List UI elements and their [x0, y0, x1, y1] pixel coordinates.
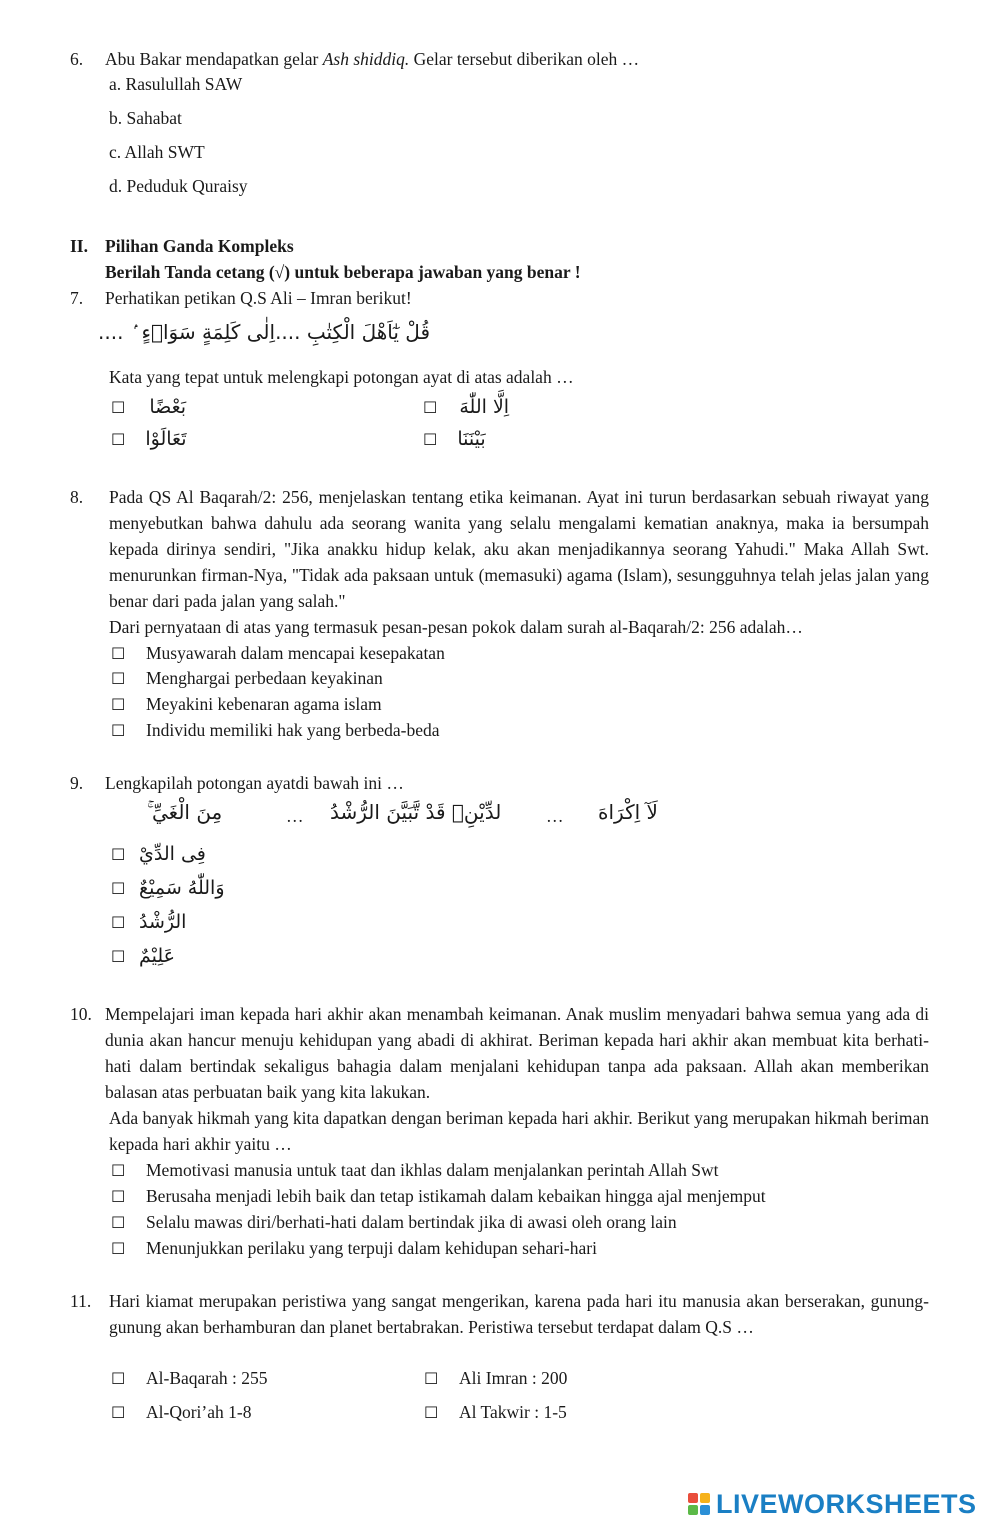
question-6-text [105, 49, 639, 70]
checkbox-icon[interactable]: ☐ [423, 430, 438, 449]
q6-option-b[interactable]: b. Sahabat [109, 108, 182, 128]
question-11-number: 11. [70, 1291, 92, 1311]
question-8-number: 8. [70, 487, 84, 507]
q7-option-2-label: اِلَّا اللّٰهَ [459, 396, 510, 418]
question-7-number: 7. [70, 288, 84, 308]
q9-option-2[interactable] [111, 877, 225, 899]
q11-option-1-label: Al-Baqarah : 255 [146, 1368, 268, 1388]
question-7-arabic-verse: قُلْ يٰٓاَهْلَ الْكِتٰبِ ....اِلٰى كَلِمَةٍ سَوَاۤءٍ ۢ .... [98, 320, 430, 344]
question-9-ellipsis-2: … [286, 806, 304, 826]
q11-option-4[interactable] [424, 1402, 567, 1423]
q6-option-c[interactable]: c. Allah SWT [109, 142, 205, 162]
q8-option-1-label: Musyawarah dalam mencapai kesepakatan [146, 643, 445, 663]
q8-option-3[interactable] [111, 694, 382, 715]
checkbox-icon[interactable]: ☐ [111, 879, 126, 898]
question-9-arabic-part-1: لَآ اِكْرَاهَ [598, 800, 658, 824]
question-9-text: Lengkapilah potongan ayatdi bawah ini … [105, 773, 404, 793]
q10-option-1[interactable] [111, 1160, 719, 1181]
question-6-number: 6. [70, 49, 84, 69]
q10-option-3[interactable] [111, 1212, 677, 1233]
q7-option-2[interactable] [423, 396, 509, 418]
q7-option-1[interactable] [111, 396, 186, 418]
q8-option-2-label: Menghargai perbedaan keyakinan [146, 668, 383, 688]
question-9-arabic-part-2: لدِّيْنِۗ قَدْ تَّبَيَّنَ الرُّشْدُ [330, 800, 502, 824]
liveworksheets-logo-icon [688, 1493, 710, 1515]
checkbox-icon[interactable]: ☐ [111, 845, 126, 864]
q10-option-1-label: Memotivasi manusia untuk taat dan ikhlas dalam menjalankan perintah Allah Swt [146, 1160, 719, 1180]
question-10-paragraph: Mempelajari iman kepada hari akhir akan menambah keimanan. Anak muslim menyadari bahwa semua yang ada di dunia akan hancur menuju kehidupan yang abadi di akhirat. Beriman kepada hari akhir akan membuat kita berhati-hati dalam bertindak sekaligus bahagia dalam menjalani kehidupan tanpa ada paksaan. Allah akan memberikan balasan atas perbuatan baik yang kita lakukan. [105, 1004, 929, 1102]
q8-option-4-label: Individu memiliki hak yang berbeda-beda [146, 720, 440, 740]
q6-option-a[interactable]: a. Rasulullah SAW [109, 74, 243, 94]
question-7-prompt: Kata yang tepat untuk melengkapi potongan ayat di atas adalah … [109, 367, 574, 387]
question-11-paragraph: Hari kiamat merupakan peristiwa yang sangat mengerikan, karena pada hari itu manusia akan berserakan, gunung-gunung akan berhamburan dan planet bertabrakan. Peristiwa tersebut terdapat dalam Q.S … [109, 1291, 929, 1337]
checkbox-icon[interactable]: ☐ [111, 695, 126, 714]
question-8-paragraph: Pada QS Al Baqarah/2: 256, menjelaskan tentang etika keimanan. Ayat ini turun berdasarkan sebuah riwayat yang menyebutkan bahwa dahulu ada seorang wanita yang selalu mengalami kematian anaknya, maka ia bersumpah kepada dirinya sendiri, "Jika anakku hidup kelak, aku akan menjadikannya seorang Yahudi." Maka Allah Swt. menurunkan firman-Nya, "Tidak ada paksaan untuk (memasuki) agama (Islam), sesungguhnya telah jelas jalan yang benar dari pada jalan yang salah." [109, 487, 929, 611]
q10-option-4-label: Menunjukkan perilaku yang terpuji dalam kehidupan sehari-hari [146, 1238, 597, 1258]
liveworksheets-logo [688, 1486, 977, 1522]
q10-option-2-label: Berusaha menjadi lebih baik dan tetap istikamah dalam kebaikan hingga ajal menjemput [146, 1186, 766, 1206]
q9-option-2-label: وَاللّٰهُ سَمِيْعٌ [139, 877, 225, 899]
liveworksheets-logo-text: LIVEWORKSHEETS [716, 1488, 977, 1519]
checkbox-icon[interactable]: ☐ [111, 1403, 126, 1422]
q11-option-2-label: Ali Imran : 200 [459, 1368, 568, 1388]
q7-option-1-label: بَعْضًا [149, 396, 187, 418]
checkbox-icon[interactable]: ☐ [423, 398, 438, 417]
question-8-prompt: Dari pernyataan di atas yang termasuk pesan-pesan pokok dalam surah al-Baqarah/2: 256 adalah… [109, 617, 803, 637]
checkbox-icon[interactable]: ☐ [111, 1187, 126, 1206]
question-10-number: 10. [70, 1004, 92, 1024]
q11-option-3-label: Al-Qori’ah 1-8 [146, 1402, 252, 1422]
q8-option-1[interactable] [111, 643, 445, 664]
section-2-numeral: II. [70, 236, 88, 256]
q11-option-1[interactable] [111, 1368, 268, 1389]
q9-option-1-label: فِى الدِّيْ [139, 843, 206, 865]
q6-option-d[interactable]: d. Peduduk Quraisy [109, 176, 248, 196]
checkbox-icon[interactable]: ☐ [111, 398, 126, 417]
checkbox-icon[interactable]: ☐ [111, 721, 126, 740]
checkbox-icon[interactable]: ☐ [111, 1161, 126, 1180]
q7-option-3[interactable] [111, 428, 187, 450]
checkbox-icon[interactable]: ☐ [111, 1213, 126, 1232]
q9-option-3-label: الرُّشْدُ [139, 911, 187, 933]
q7-option-4-label: بَيْنَنَا [457, 428, 486, 450]
q9-option-1[interactable] [111, 843, 206, 865]
checkbox-icon[interactable]: ☐ [424, 1369, 439, 1388]
checkbox-icon[interactable]: ☐ [111, 1369, 126, 1388]
q7-option-4[interactable] [423, 428, 486, 450]
q9-option-3[interactable] [111, 911, 186, 933]
checkbox-icon[interactable]: ☐ [111, 644, 126, 663]
section-2-instruction: Berilah Tanda cetang (√) untuk beberapa jawaban yang benar ! [105, 262, 581, 282]
question-9-number: 9. [70, 773, 84, 793]
checkbox-icon[interactable]: ☐ [424, 1403, 439, 1422]
question-6-text-after: Gelar tersebut diberikan oleh … [409, 49, 640, 69]
q8-option-4[interactable] [111, 720, 440, 741]
checkbox-icon[interactable]: ☐ [111, 947, 126, 966]
checkbox-icon[interactable]: ☐ [111, 1239, 126, 1258]
checkbox-icon[interactable]: ☐ [111, 430, 126, 449]
checkbox-icon[interactable]: ☐ [111, 669, 126, 688]
q7-option-3-label: تَعَالَوْا [145, 428, 187, 450]
question-9-arabic-part-3: مِنَ الْغَيِّ ۚ [147, 800, 223, 824]
q9-option-4[interactable] [111, 945, 175, 967]
q10-option-4[interactable] [111, 1238, 597, 1259]
q10-option-3-label: Selalu mawas diri/berhati-hati dalam bertindak jika di awasi oleh orang lain [146, 1212, 677, 1232]
checkbox-icon[interactable]: ☐ [111, 913, 126, 932]
q11-option-3[interactable] [111, 1402, 251, 1423]
q8-option-3-label: Meyakini kebenaran agama islam [146, 694, 382, 714]
question-10-prompt: Ada banyak hikmah yang kita dapatkan dengan beriman kepada hari akhir. Berikut yang merupakan hikmah beriman kepada hari akhir yaitu … [109, 1108, 929, 1154]
section-2-title: Pilihan Ganda Kompleks [105, 236, 294, 256]
q11-option-2[interactable] [424, 1368, 567, 1389]
question-7-text: Perhatikan petikan Q.S Ali – Imran berikut! [105, 288, 412, 308]
q8-option-2[interactable] [111, 668, 383, 689]
question-6-text-italic: Ash shiddiq. [322, 49, 410, 69]
question-9-ellipsis-1: … [546, 806, 564, 826]
q10-option-2[interactable] [111, 1186, 766, 1207]
question-6-text-before: Abu Bakar mendapatkan gelar [105, 49, 323, 69]
q11-option-4-label: Al Takwir : 1-5 [459, 1402, 567, 1422]
q9-option-4-label: عَلِيْمٌ [139, 945, 176, 967]
